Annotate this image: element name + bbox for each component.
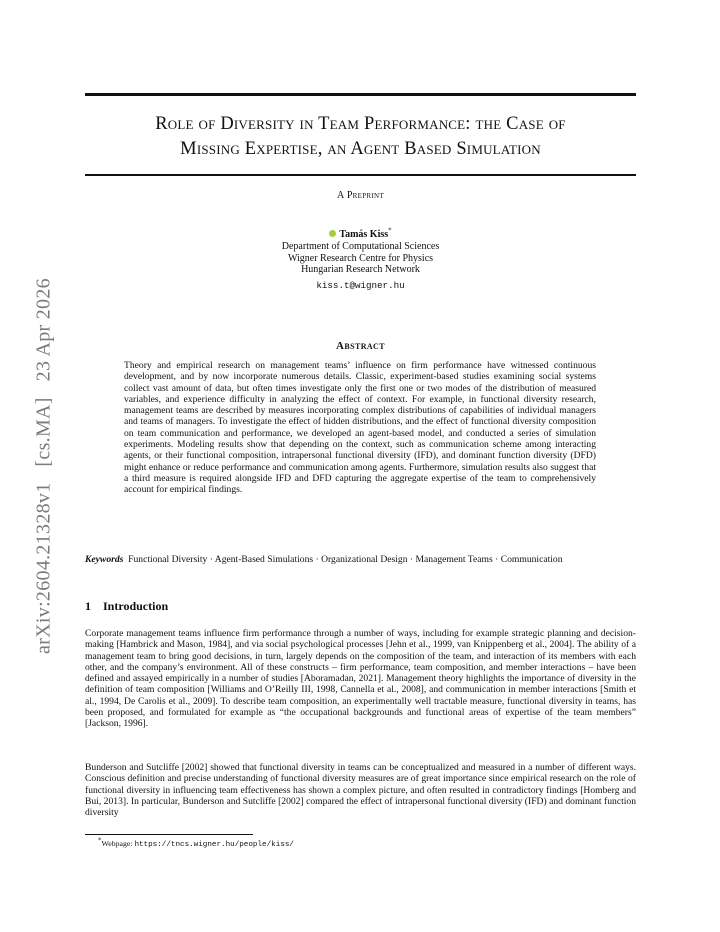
footnote-url[interactable]: https://tncs.wigner.hu/people/kiss/ bbox=[134, 841, 294, 849]
affiliation-line: Hungarian Research Network bbox=[301, 264, 420, 275]
author-line bbox=[85, 226, 636, 241]
author-name: Tamás Kiss bbox=[339, 229, 389, 240]
footnote bbox=[98, 836, 294, 849]
affiliation-line: Wigner Research Centre for Physics bbox=[287, 252, 434, 264]
title-bottom-rule bbox=[85, 174, 636, 176]
keywords-label: Keywords bbox=[85, 554, 124, 565]
arxiv-stamp bbox=[33, 278, 56, 654]
footnote-mark: * bbox=[98, 836, 102, 845]
section-number: 1 bbox=[85, 599, 91, 613]
footnote-rule bbox=[85, 834, 253, 835]
arxiv-date: 23 Apr 2026 bbox=[32, 278, 55, 382]
footnote-label: Webpage: bbox=[101, 839, 135, 848]
body-paragraph: Bunderson and Sutcliffe [2002] showed that functional diversity in teams can be conceptualized and measured in a number of different ways. Conscious definition and precise understanding of functional diversity measures are of great importance since empirical research on the role of functional diversity in influencing team effectiveness has shown a complex picture, and often resulted in contradictory findings [Homberg and Bui, 2013]. In particular, Bunderson and Sutcliffe [2002] compared the effect of intrapersonal functional diversity (IFD) and dominant function diversity bbox=[85, 762, 636, 819]
keywords bbox=[85, 554, 636, 565]
keywords-list: Functional Diversity · Agent-Based Simulations · Organizational Design · Management Teams · Communication bbox=[128, 554, 563, 565]
arxiv-id: arXiv:2604.21328v1 bbox=[32, 482, 55, 654]
title-top-rule bbox=[85, 93, 636, 96]
author-email[interactable]: kiss.t@wigner.hu bbox=[316, 280, 405, 291]
abstract-text: Theory and empirical research on management teams’ influence on firm performance have witnessed continuous development, and by now incorporate numerous details. Classic, experiment-based studies examining social systems collect vast amount of data, but often times investigate only the first one or two modes of the distribution of measured variables, and experience difficulty in analyzing the effect of context. For example, in functional diversity research, management teams are described by measures incorporating complex distributions of capabilities of individual managers and teams of managers. To investigate the effect of hidden distributions, and the effect of functional diversity composition on team communication and performance, we developed an agent-based model, and conducted a series of simulation experiments. Modeling results show that depending on the context, such as communication scheme among interacting agents, or their functional composition, intrapersonal functional diversity (IFD), and dominant function diversity (DFD) might enhance or reduce performance and communication among agents. Furthermore, simulation results also suggest that a third measure is required alongside IFD and DFD capturing the aggregate expertise of the team to comprehensively account for empirical findings. bbox=[124, 360, 596, 496]
section-title: Introduction bbox=[103, 599, 169, 613]
body-paragraph: Corporate management teams influence firm performance through a number of ways, including for example strategic planning and decision-making [Hambrick and Mason, 1984], and via social psychological processes [Jehn et al., 1999, van Knippenberg et al., 2004]. The ability of a management team to bring good decisions, in turn, largely depends on the composition of the team, and interaction of its members with each other, and the company’s environment. All of these constructs – firm performance, team composition, and member interactions – have been defined and assayed empirically in a number of studies [Aboramadan, 2021]. Management theory highlights the importance of diversity in the definition of team composition [Williams and O’Reilly III, 1998, Cannella et al., 2008], and communication in member interactions [Smith et al., 1994, De Carolis et al., 2009]. To describe team composition, an experimentally well tractable measure, functional diversity in teams, has been proposed, and formulated for example as “the occupational backgrounds and functional areas of expertise of the team members” [Jackson, 1996]. bbox=[85, 628, 636, 730]
affiliation-line: Department of Computational Sciences bbox=[281, 241, 440, 252]
orcid-icon[interactable] bbox=[329, 230, 336, 237]
title-line-2: Missing Expertise, an Agent Based Simulation bbox=[180, 139, 541, 159]
title-line-1: Role of Diversity in Team Performance: the Case of bbox=[155, 114, 566, 134]
abstract-heading: Abstract bbox=[336, 340, 385, 352]
author-footnote-mark: * bbox=[388, 226, 392, 235]
author-affiliation bbox=[85, 241, 636, 276]
arxiv-category: [cs.MA] bbox=[32, 397, 55, 467]
preprint-label: A Preprint bbox=[337, 190, 384, 201]
paper-title bbox=[85, 112, 636, 162]
section-heading bbox=[85, 599, 168, 614]
